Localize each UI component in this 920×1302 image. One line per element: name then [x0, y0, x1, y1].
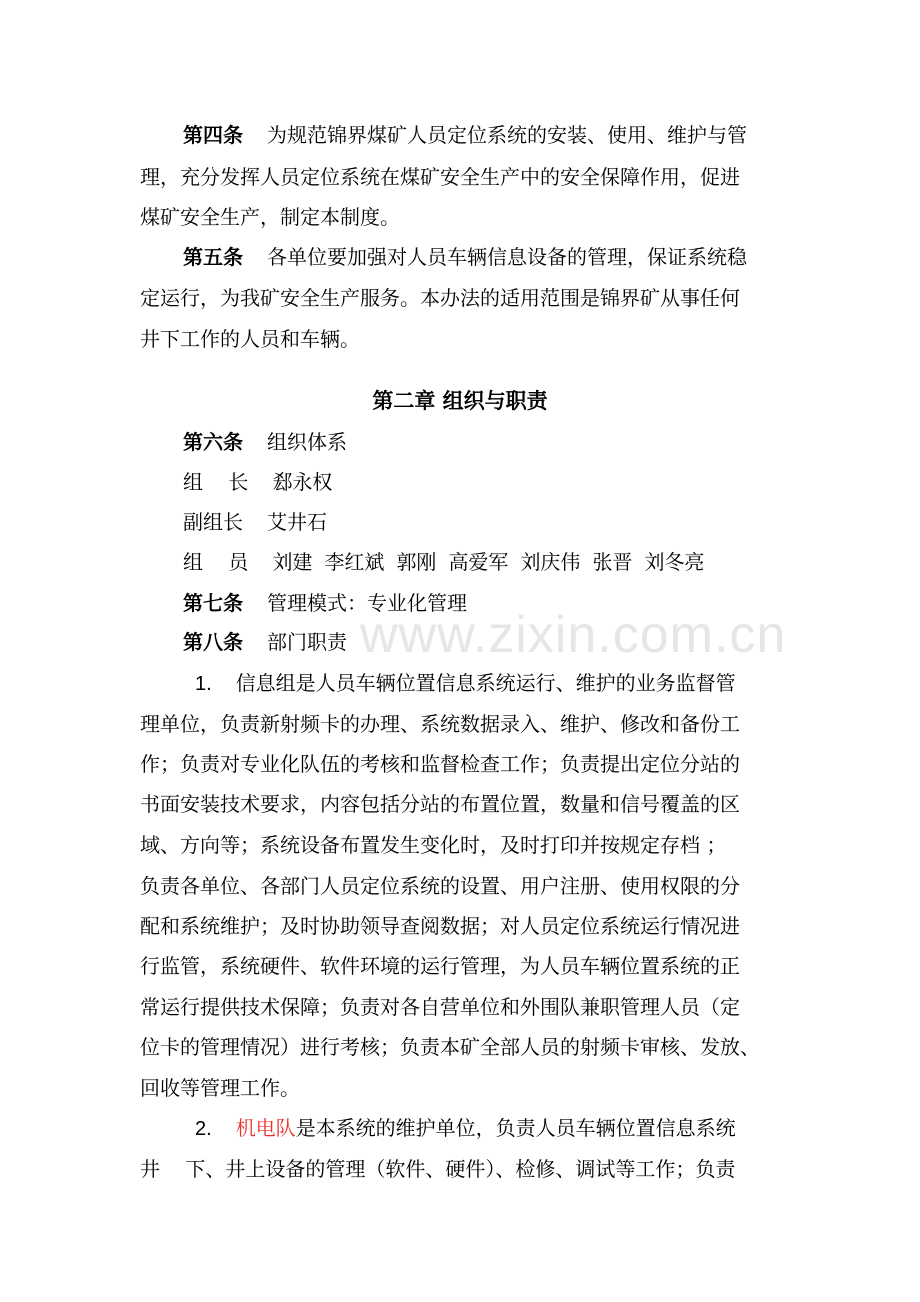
- item-1-line-1: [195, 668, 785, 699]
- article-7-label: 第七条: [183, 591, 243, 615]
- article-7-line: [183, 588, 683, 618]
- article-4-label: 第四条: [183, 123, 243, 147]
- member-name: 李红斌: [324, 550, 385, 574]
- article-8-label: 第八条: [183, 630, 243, 654]
- item-1-line-6: 负责各单位、各部门人员定位系统的设置、用户注册、使用权限的分: [140, 874, 740, 898]
- member-name: 张晋: [592, 550, 633, 574]
- article-6-label: 第六条: [183, 430, 243, 454]
- article-4-line-3: 煤矿安全生产，制定本制度。: [140, 205, 400, 229]
- member-name: 刘庆伟: [520, 550, 581, 574]
- leader-line: [183, 467, 583, 497]
- leader-label: 组 长: [183, 470, 249, 494]
- item-2-highlight: 机电队: [235, 1116, 296, 1140]
- member-name: 刘冬亮: [644, 550, 705, 574]
- item-1-line-3: 作；负责对专业化队伍的考核和监督检查工作；负责提出定位分站的: [140, 752, 740, 776]
- item-2-line-2: 井 下、井上设备的管理（软件、硬件）、检修、调试等工作；负责: [140, 1157, 736, 1181]
- item-1-line-8: 行监管，系统硬件、软件环境的运行管理，为人员车辆位置系统的正: [140, 954, 740, 978]
- article-5-line-2: 定运行，为我矿安全生产服务。本办法的适用范围是锦界矿从事任何: [140, 286, 740, 310]
- item-2-number: 2.: [195, 1118, 212, 1140]
- article-5-line-1: [183, 242, 783, 272]
- article-4-text-1: 为规范锦界煤矿人员定位系统的安装、使用、维护与管: [267, 123, 747, 147]
- article-5-text-1: 各单位要加强对人员车辆信息设备的管理，保证系统稳: [267, 245, 747, 269]
- item-1-number: 1.: [195, 673, 212, 695]
- article-8-line: [183, 627, 583, 657]
- item-1-line-2: 理单位，负责新射频卡的办理、系统数据录入、维护、修改和备份工: [140, 712, 740, 736]
- article-5-label: 第五条: [183, 245, 243, 269]
- item-1-line-4: 书面安装技术要求，内容包括分站的布置位置，数量和信号覆盖的区: [140, 792, 740, 816]
- deputy-line: [183, 507, 583, 537]
- article-7-text: 管理模式：专业化管理: [267, 591, 467, 615]
- member-name: 郭刚: [396, 550, 437, 574]
- member-name: 高爱军: [448, 550, 509, 574]
- article-6-line: [183, 427, 583, 457]
- item-1-line-7: 配和系统维护；及时协助领导查阅数据；对人员定位系统运行情况进: [140, 914, 740, 938]
- article-4-line-2: 理，充分发挥人员定位系统在煤矿安全生产中的安全保障作用，促进: [140, 165, 740, 189]
- watermark: www.zixin.com.cn: [360, 606, 787, 664]
- article-4-line-1: [183, 120, 783, 150]
- item-1-line-10: 位卡的管理情况）进行考核；负责本矿全部人员的射频卡审核、发放、: [140, 1035, 760, 1059]
- item-2-line-1: [195, 1113, 785, 1144]
- item-2-text-1: 是本系统的维护单位，负责人员车辆位置信息系统: [295, 1116, 736, 1140]
- chapter-heading: 第二章 组织与职责: [372, 388, 548, 413]
- item-1-text-1: 信息组是人员车辆位置信息系统运行、维护的业务监督管: [235, 671, 736, 695]
- item-1-line-5: 域、方向等；系统设备布置发生变化时，及时打印并按规定存档 ；: [140, 833, 727, 857]
- item-1-line-9: 常运行提供技术保障；负责对各自营单位和外围队兼职管理人员（定: [140, 995, 740, 1019]
- member-name: 刘建: [272, 550, 313, 574]
- article-5-line-3: 井下工作的人员和车辆。: [140, 327, 360, 351]
- members-line: [183, 547, 743, 577]
- item-1-line-11: 回收等管理工作。: [140, 1076, 300, 1100]
- deputy-name: 艾井石: [267, 510, 327, 534]
- article-8-text: 部门职责: [267, 630, 347, 654]
- deputy-label: 副组长: [183, 510, 243, 534]
- leader-name: 郄永权: [272, 470, 333, 494]
- article-6-text: 组织体系: [267, 430, 347, 454]
- members-label: 组 员: [183, 550, 249, 574]
